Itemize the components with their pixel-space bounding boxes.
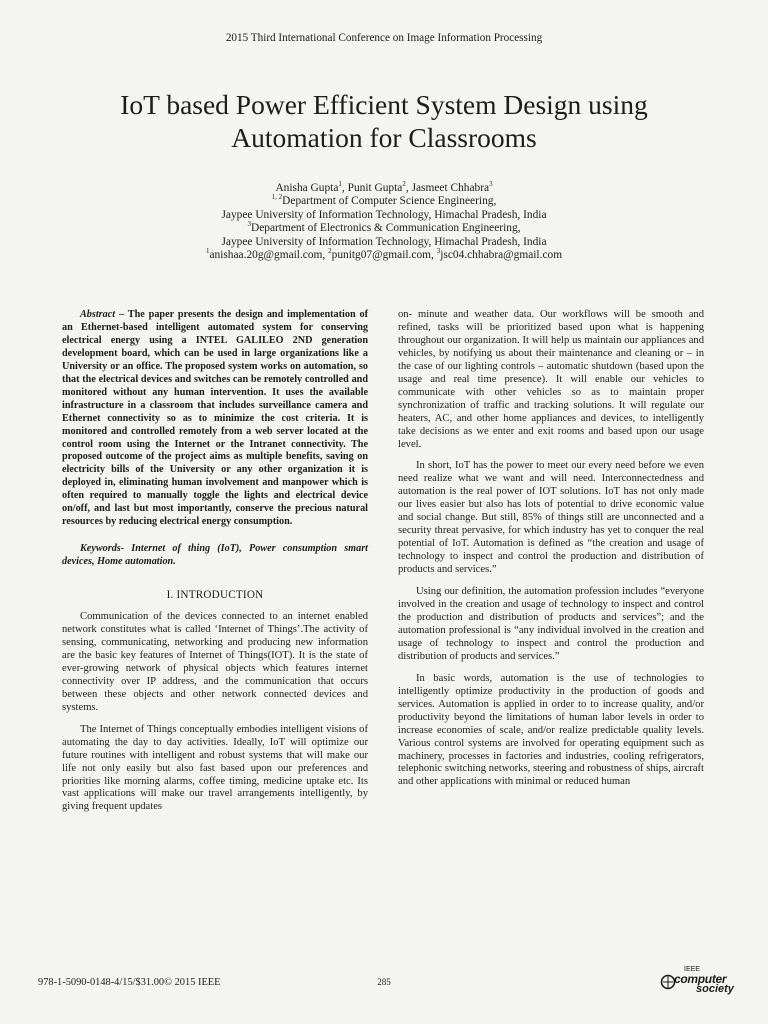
author-name: Anisha Gupta	[275, 182, 339, 194]
intro-paragraph: The Internet of Things conceptually embodies intelligent visions of automating the day to day activities. Ideally, IoT will optimize our future routines with intelligent and robust systems that will make our life not only easily but also fast based upon our preferences and priorities like morning alarms, coffee timing, medicine uptake etc. Its vast applications will make our travel arrangements intelligently, by giving frequent updates	[62, 723, 368, 813]
body-paragraph: In short, IoT has the power to meet our every need before we even need realize what we want and will need. Interconnectedness and automation is the real power of IOT solutions. IoT has not only made our lives easier but also has lots of potential to drive economic value and social change. But still, 85% of things still are unconnected and a security threat pervasive, for which industry has yet to conquer the real potential of IoT. Automation is defined as “the creation and usage of technology to inspect and control the production and distribution of products and services.”	[398, 460, 704, 576]
page-number: 285	[377, 977, 391, 987]
logo-ieee-text: IEEE	[684, 966, 700, 973]
author-name: Punit Gupta	[347, 182, 403, 194]
affiliation-1-univ: Jaypee University of Information Technology, Himachal Pradesh, India	[221, 208, 547, 221]
ieee-computer-society-logo	[660, 966, 732, 996]
author-emails: $^1$anishaa.20g@gmail.com, $^2$punitg07@gmail.com, $^3$jsc04.chhabra@gmail.com	[205, 247, 563, 262]
keywords	[62, 543, 368, 569]
intro-paragraph: Communication of the devices connected to an internet enabled network constitutes what is called ‘Internet of Things’.The activity of sensing, communicating, networking and producing new information are the basic key features of Internet of Things(IOT). It is the state of ever-growing network of physical objects which features internet connectivity over IP address, and the communication that occurs between these objects and other network connected devices and systems.	[62, 611, 368, 713]
right-column	[398, 309, 704, 798]
isbn-copyright: 978-1-5090-0148-4/15/$31.00© 2015 IEEE	[38, 977, 221, 988]
section-heading-introduction: I. INTRODUCTION	[166, 589, 264, 602]
affiliation-2-dept: $^3$Department of Electronics & Communication Engineering,	[247, 220, 521, 235]
author-sup: 3	[489, 180, 493, 189]
body-paragraph: Using our definition, the automation profession includes “everyone involved in the creation and usage of technology to inspect and control the production and distribution of products and services”; and the automation professional is “any individual involved in the creation and usage of technology to inspect and control the production and distribution of products and services.”	[398, 586, 704, 662]
abstract-label: Abstract	[80, 309, 116, 320]
author-sup: 2	[402, 180, 406, 189]
body-paragraph: In basic words, automation is the use of technologies to intelligently optimize productivity in the production of goods and services. Automation is applied in order to to increase quality, and/or productivity beyond the limitations of human labor levels in order to increase economies of scale, and/or realize predictable quality levels. Various control systems are involved for operating equipment such as machinery, processes in factories and industries, cooling refrigerators, telephonic switching networks, steering and robustness of ships, aircraft and other applications with minimal or reduced human	[398, 672, 704, 788]
author-sup: 1	[338, 180, 342, 189]
email-link: jsc04.chhabra@gmail.com	[440, 249, 563, 262]
abstract-text: The paper presents the design and implementation of an Ethernet-based intelligent automated system for conserving electrical energy using a INTEL GALILEO 2ND generation development board, which can be used in large organizations like a University or an office. The proposed system works on automation, so that the electrical devices and switches can be remotely controlled and monitored without any human intervention. It uses the available infrastructure in a classroom that includes surveillance camera and Ethernet connectivity so as to minimize the cost criteria. It is monitored and controlled remotely from a web server located at the control room using the Internet or the Intranet connectivity. The proposed outcome of the project aims as multiple benefits, saving on electricity bills of the University or any other organization it is deployed in, eliminating human involvement and manpower which is often required to manually toggle the lights and electrical device on/off, and last but most importantly, conserve the precious natural resources by reducing electrical energy consumption.	[62, 309, 368, 528]
paper-title: IoT based Power Efficient System Design using Automation for Classrooms	[120, 89, 648, 153]
author-block	[84, 182, 684, 262]
abstract: Abstract – The paper presents the design and implementation of an Ethernet-based intelligent automated system for conserving electrical energy using a INTEL GALILEO 2ND generation development board, which can be used in large organizations like a University or an office. The proposed system works on automation, so that the electrical devices and switches can be remotely controlled and monitored without any human intervention. It uses the available infrastructure in a classroom that includes surveillance camera and Ethernet connectivity so as to minimize the cost criteria. It is monitored and controlled remotely from a web server located at the control room using the Internet or the Intranet connectivity. The proposed outcome of the project aims as multiple benefits, saving on electricity bills of the University or any other organization it is deployed in, eliminating human involvement and manpower which is often required to manually toggle the lights and electrical device on/off, and last but most importantly, conserve the precious natural resources by reducing electrical energy consumption.	[62, 309, 368, 528]
affiliation-1-dept: $^{1, 2}$Department of Computer Science Engineering,	[271, 193, 497, 208]
keywords-label: Keywords-	[80, 543, 125, 555]
keywords-text: Internet of thing (IoT), Power consumption smart devices, Home automation.	[62, 543, 368, 568]
body-paragraph: on- minute and weather data. Our workflows will be smooth and refined, tasks will be prioritized based upon what is happening throughout our organization. It will help us maintain our appliances and vehicles, by notifying us about their maintenance and cleaning or – in the case of our lighting controls – automatic shutdown (based upon the usage and real time presence). It will enable our vehicles to communicate with other vehicles so as to maintain proper synchronization of traffic and tracking solutions. It will regulate our heaters, AC, and other home appliances and devices, to intelligently take decisions as we enter and exit rooms and based upon our usage level.	[398, 309, 704, 450]
conference-header: 2015 Third International Conference on Image Information Processing	[225, 32, 543, 44]
email-link: anishaa.20g@gmail.com,	[209, 249, 326, 262]
logo-computer-text: computer	[674, 972, 727, 986]
left-column	[62, 309, 368, 823]
logo-society-text: society	[696, 983, 734, 995]
affiliation-2-univ: Jaypee University of Information Technology, Himachal Pradesh, India	[221, 235, 547, 248]
email-link: punitg07@gmail.com,	[331, 249, 434, 262]
author-name: Jasmeet Chhabra	[411, 182, 490, 194]
author-names: Anisha Gupta$^1$, Punit Gupta$^2$, Jasmeet Chhabra$^3$	[275, 180, 493, 194]
